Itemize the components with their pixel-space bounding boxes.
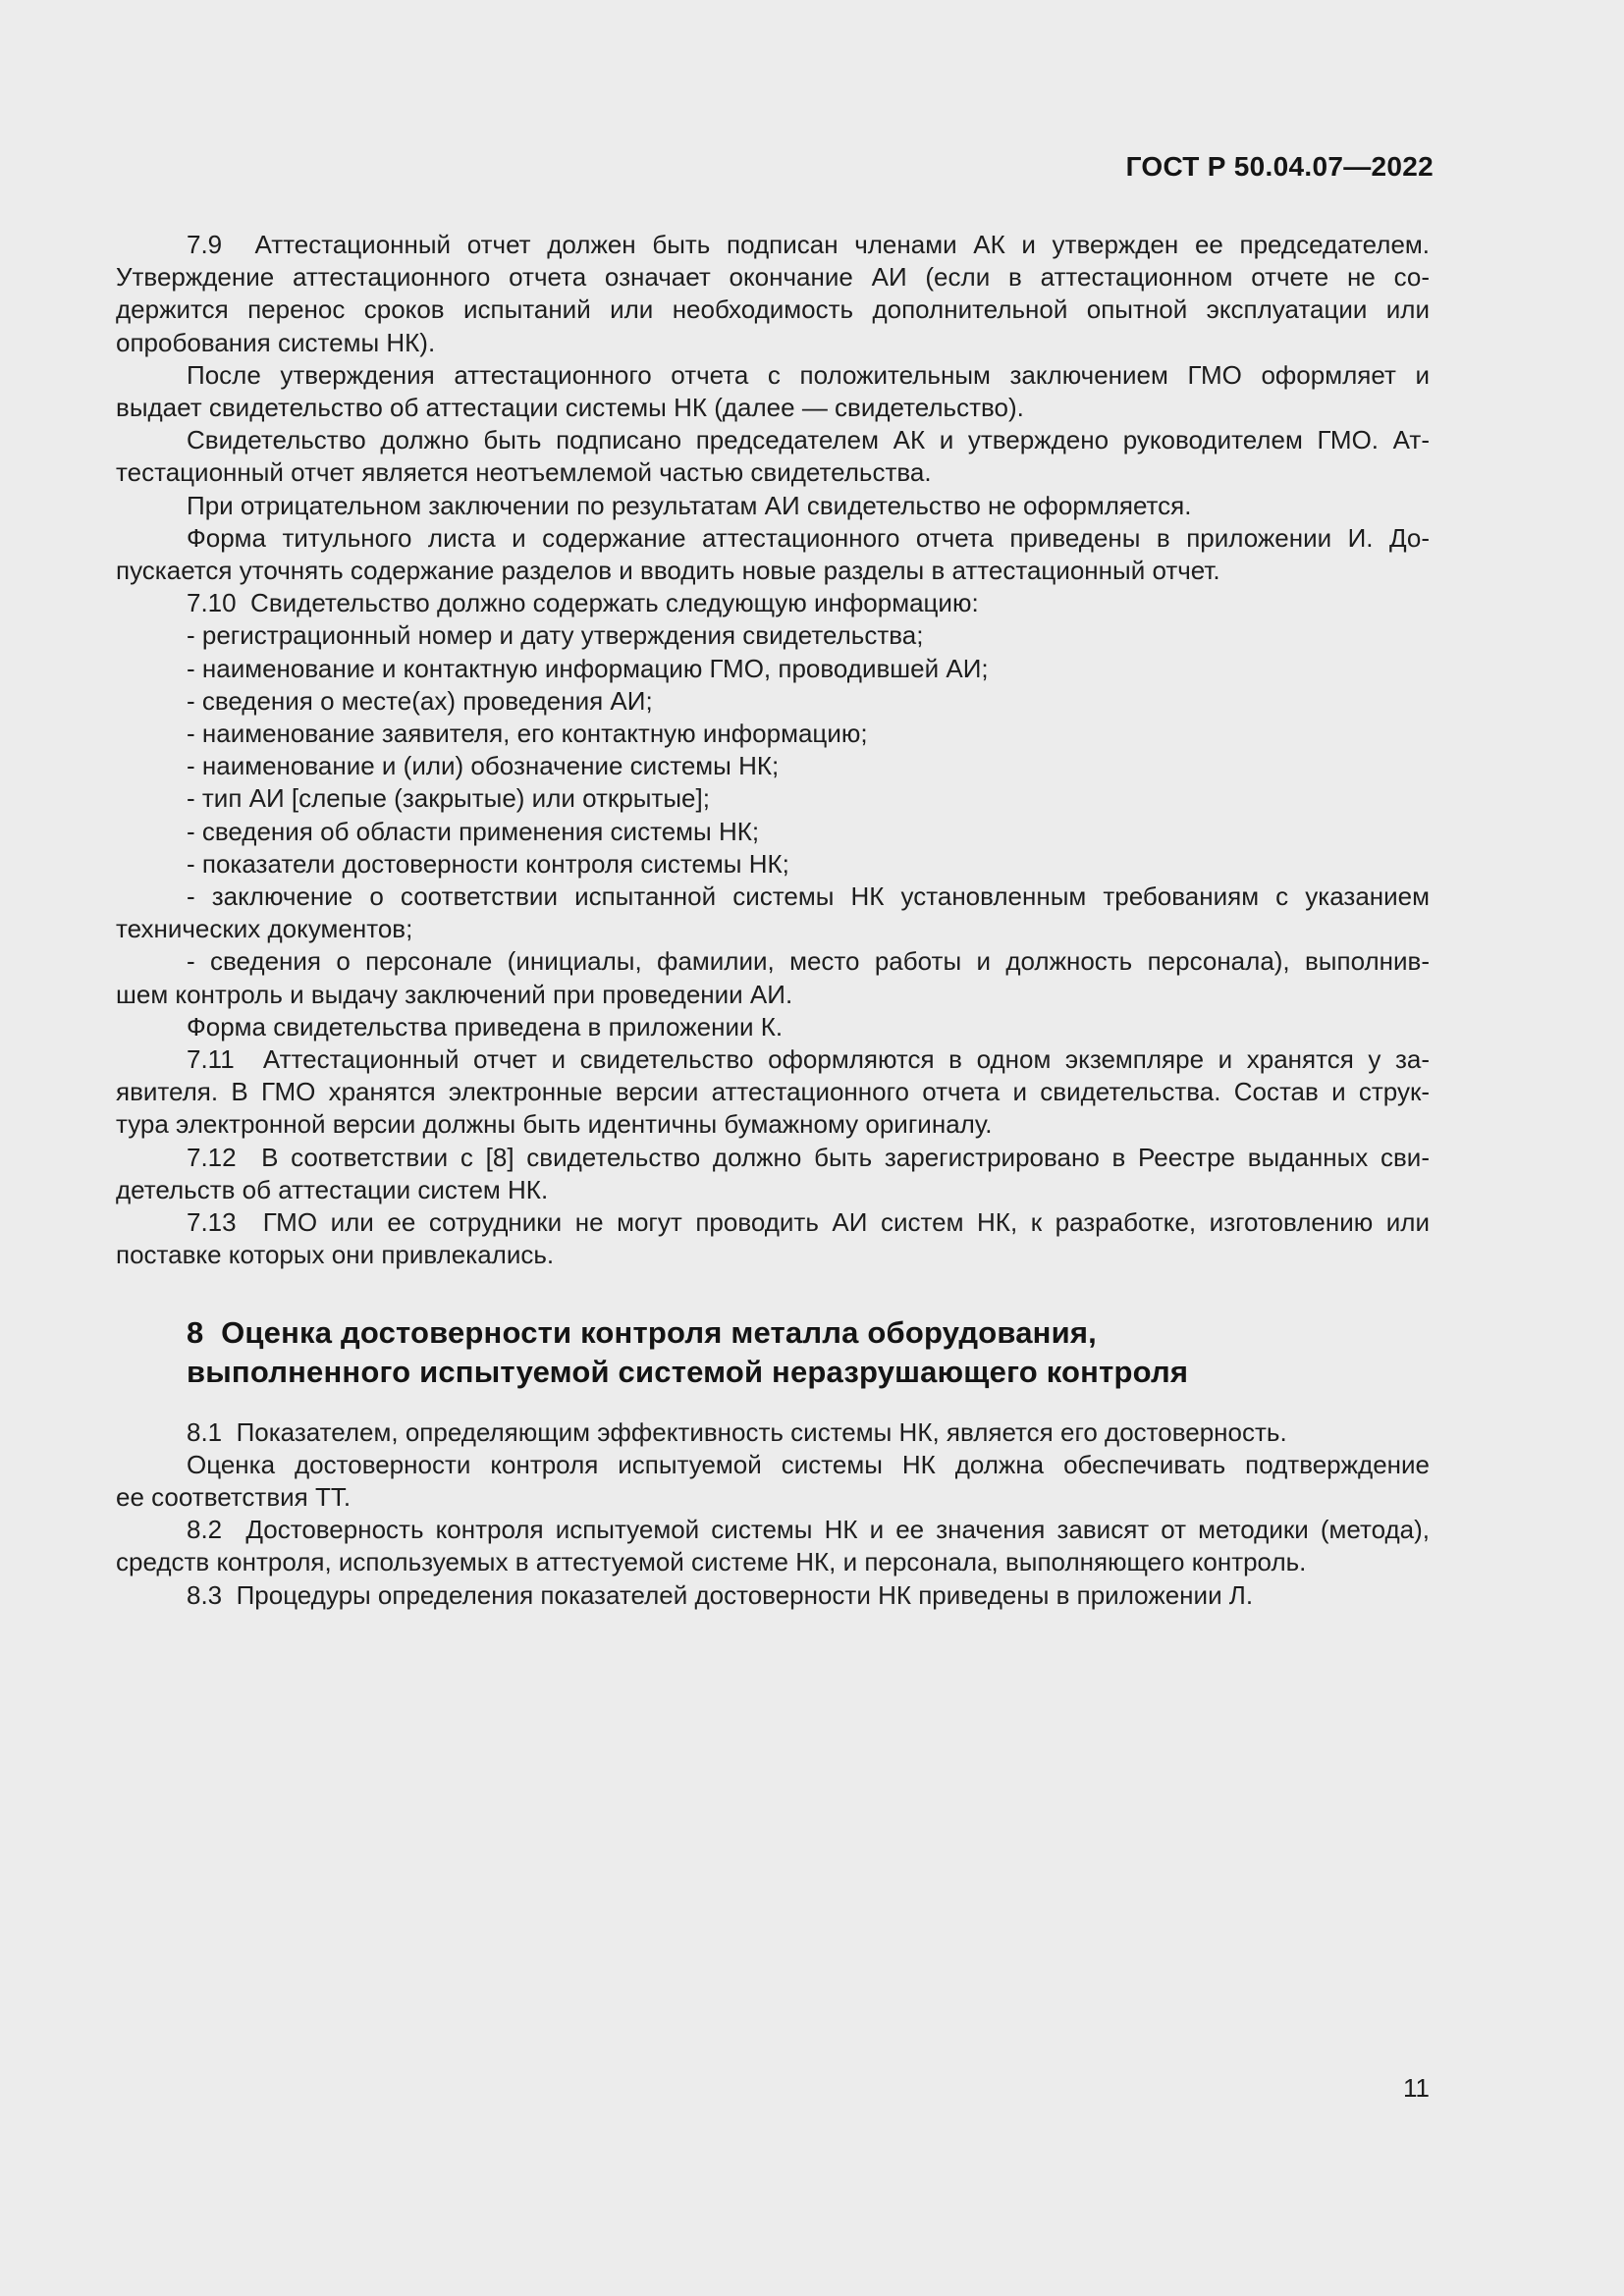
text-line: 8.2 Достоверность контроля испытуемой системы НК и ее значения зависят от методики (метода), [187,1515,1430,1545]
text-line: средств контроля, используемых в аттестуемой системе НК, и персонала, выполняющего контроль. [116,1547,1307,1577]
text-line: 8.1 Показателем, определяющим эффективность системы НК, является его достоверность. [187,1416,1287,1447]
text-line: - регистрационный номер и дату утверждения свидетельства; [187,620,924,651]
text-line: Форма свидетельства приведена в приложении К. [187,1011,784,1041]
paragraph [116,653,1430,685]
paragraph [116,1142,1430,1206]
text-line: выдает свидетельство об аттестации системы НК (далее — свидетельство). [116,393,1024,423]
text-line: 7.11 Аттестационный отчет и свидетельство оформляются в одном экземпляре и хранятся у за- [187,1044,1430,1075]
text-line: явителя. В ГМО хранятся электронные версии аттестационного отчета и свидетельства. Состав и струк- [116,1077,1430,1107]
text-line: - наименование и (или) обозначение системы НК; [187,751,780,781]
text-line: - показатели достоверности контроля системы НК; [187,848,789,879]
paragraph [116,1514,1430,1578]
text-line: Оценка достоверности контроля испытуемой системы НК должна обеспечивать подтверждение [187,1449,1430,1479]
paragraph [116,619,1430,652]
paragraph [116,490,1430,522]
paragraph [116,782,1430,815]
text-line: опробования системы НК). [116,327,436,357]
text-line: 7.10 Свидетельство должно содержать следующую информацию: [187,588,979,618]
paragraph [116,685,1430,718]
text-line: тура электронной версии должны быть идентичны бумажному оригиналу. [116,1109,993,1140]
text-line: шем контроль и выдачу заключений при проведении АИ. [116,979,793,1009]
text-line: - наименование и контактную информацию ГМО, проводившей АИ; [187,653,989,683]
text-line: Форма титульного листа и содержание аттестационного отчета приведены в приложении И. До- [187,522,1430,553]
paragraph [116,522,1430,587]
paragraph [116,1043,1430,1142]
text-line: пускается уточнять содержание разделов и вводить новые разделы в аттестационный отчет. [116,556,1220,586]
text-line: - наименование заявителя, его контактную информацию; [187,719,868,749]
text-line: ее соответствия ТТ. [116,1481,352,1512]
text-line: технических документов; [116,914,413,944]
text-line: держится перенос сроков испытаний или необходимость дополнительной опытной эксплуатации или [116,294,1430,325]
text-line: - сведения о месте(ах) проведения АИ; [187,685,653,716]
paragraph [116,359,1430,424]
heading-line: выполненного испытуемой системой неразрушающего контроля [187,1354,1189,1389]
paragraph [116,750,1430,782]
text-line: Свидетельство должно быть подписано председателем АК и утверждено руководителем ГМО. Ат- [187,425,1430,455]
text-line: - сведения о персонале (инициалы, фамилии, место работы и должность персонала), выполнив- [187,946,1430,977]
text-line: При отрицательном заключении по результатам АИ свидетельство не оформляется. [187,490,1192,520]
text-line: - сведения об области применения системы НК; [187,816,760,846]
text-line: 7.9 Аттестационный отчет должен быть подписан членами АК и утвержден ее председателем. [187,230,1430,259]
paragraph [116,587,1430,619]
text-line: После утверждения аттестационного отчета с положительным заключением ГМО оформляет и [187,359,1430,390]
paragraph [116,945,1430,1010]
text-line: поставке которых они привлекались. [116,1240,555,1270]
text-line: - тип АИ [слепые (закрытые) или открытые]; [187,783,710,814]
section-heading [116,1313,1430,1392]
paragraph [116,1449,1430,1514]
paragraph [116,1206,1430,1271]
text-line: 7.12 В соответствии с [8] свидетельство должно быть зарегистрировано в Реестре выданных сви- [187,1142,1430,1172]
paragraph [116,881,1430,945]
heading-line: 8 Оценка достоверности контроля металла оборудования, [187,1314,1097,1350]
paragraph [116,1579,1430,1612]
text-line: 8.3 Процедуры определения показателей достоверности НК приведены в приложении Л. [187,1579,1254,1610]
text-line: 7.13 ГМО или ее сотрудники не могут проводить АИ систем НК, к разработке, изготовлению или [187,1207,1430,1238]
text-line: детельств об аттестации систем НК. [116,1174,549,1204]
text-line: - заключение о соответствии испытанной системы НК установленным требованиям с указанием [187,881,1430,912]
paragraph [116,848,1430,881]
text-line: тестационный отчет является неотъемлемой частью свидетельства. [116,457,932,488]
text-line: Утверждение аттестационного отчета означает окончание АИ (если в аттестационном отчете не со- [116,262,1430,293]
paragraph [116,1011,1430,1043]
paragraph [116,424,1430,489]
paragraph [116,1416,1430,1449]
standard-code-header: ГОСТ Р 50.04.07—2022 [1125,151,1434,182]
page-number: 11 [1403,2073,1430,2103]
paragraph [116,718,1430,750]
paragraph [116,816,1430,848]
document-body [116,229,1430,1612]
paragraph [116,229,1430,359]
